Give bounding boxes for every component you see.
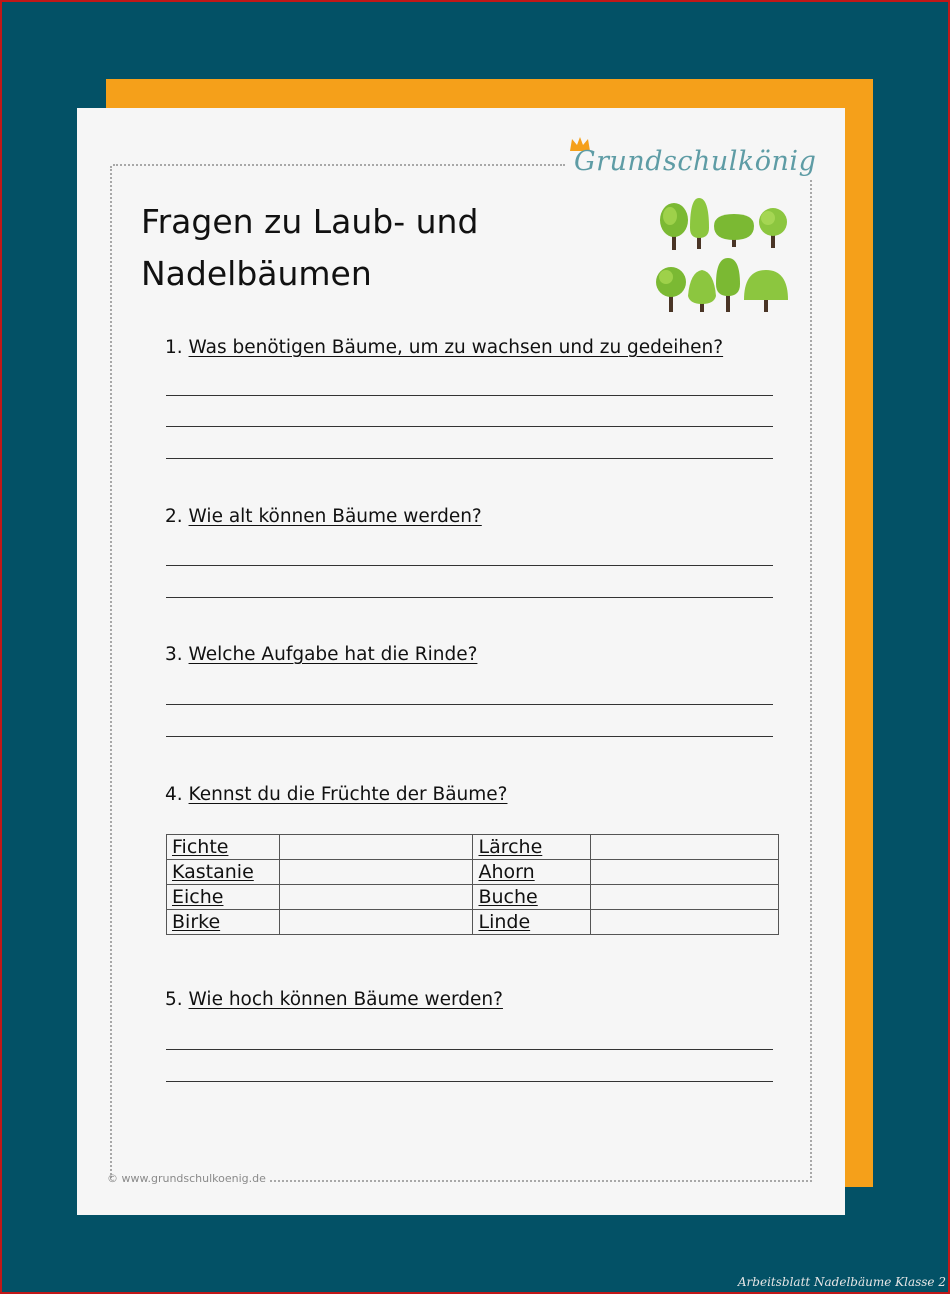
tree-name-cell: Birke — [167, 910, 280, 935]
answer-cell[interactable] — [279, 835, 473, 860]
question-5 — [165, 989, 503, 1010]
question-number: 2. — [165, 506, 183, 527]
logo-text: Grundschulkönig — [574, 146, 817, 177]
tree-name-cell: Lärche — [473, 835, 591, 860]
tree-name-cell: Linde — [473, 910, 591, 935]
dotted-border-top — [113, 164, 565, 166]
answer-cell[interactable] — [279, 885, 473, 910]
answer-line[interactable] — [166, 395, 773, 396]
tree-name-cell: Kastanie — [167, 860, 280, 885]
question-text: Welche Aufgabe hat die Rinde? — [188, 644, 478, 665]
question-text: Wie hoch können Bäume werden? — [188, 989, 503, 1010]
answer-cell[interactable] — [279, 860, 473, 885]
answer-line[interactable] — [166, 704, 773, 705]
tree-name-cell: Fichte — [167, 835, 280, 860]
question-text: Kennst du die Früchte der Bäume? — [188, 784, 508, 805]
answer-cell[interactable] — [279, 910, 473, 935]
answer-cell[interactable] — [591, 885, 779, 910]
question-3 — [165, 644, 477, 665]
tree-name-cell: Eiche — [167, 885, 280, 910]
answer-line[interactable] — [166, 736, 773, 737]
grundschulkoenig-logo — [568, 136, 818, 186]
question-number: 1. — [165, 337, 183, 358]
answer-line[interactable] — [166, 458, 773, 459]
answer-line[interactable] — [166, 1081, 773, 1082]
dotted-border-bottom — [270, 1180, 812, 1182]
answer-line[interactable] — [166, 565, 773, 566]
question-4 — [165, 784, 507, 805]
question-1 — [165, 337, 723, 358]
answer-cell[interactable] — [591, 835, 779, 860]
tree-name-cell: Buche — [473, 885, 591, 910]
answer-line[interactable] — [166, 426, 773, 427]
question-number: 4. — [165, 784, 183, 805]
question-number: 3. — [165, 644, 183, 665]
trees-illustration-icon — [652, 192, 794, 314]
table-row — [167, 835, 779, 860]
answer-line[interactable] — [166, 1049, 773, 1050]
answer-line[interactable] — [166, 597, 773, 598]
question-text: Wie alt können Bäume werden? — [188, 506, 482, 527]
page-title: Fragen zu Laub- und Nadelbäumen — [141, 202, 479, 293]
table-row — [167, 910, 779, 935]
question-number: 5. — [165, 989, 183, 1010]
answer-cell[interactable] — [591, 910, 779, 935]
image-caption: Arbeitsblatt Nadelbäume Klasse 2 — [737, 1275, 946, 1289]
question-2 — [165, 506, 482, 527]
question-text: Was benötigen Bäume, um zu wachsen und zu gedeihen? — [188, 337, 724, 358]
dotted-border-left — [110, 166, 112, 1178]
answer-cell[interactable] — [591, 860, 779, 885]
table-row — [167, 885, 779, 910]
table-row — [167, 860, 779, 885]
tree-name-cell: Ahorn — [473, 860, 591, 885]
fruits-table — [166, 834, 779, 935]
dotted-border-right — [810, 180, 812, 1178]
footer-copyright: © www.grundschulkoenig.de — [107, 1172, 266, 1185]
